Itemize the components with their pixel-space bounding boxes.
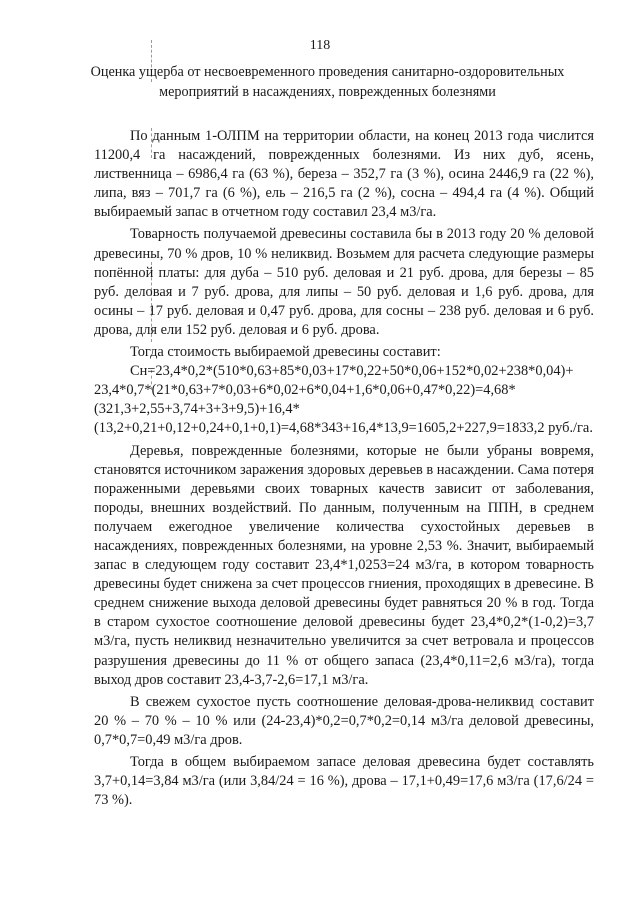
paragraph: Тогда в общем выбираемом запасе деловая древесина будет составлять 3,7+0,14=3,84 м3/га (или 3,84/24 = 16 %), дрова – 17,1+0,49=17,6 м3/га (17,6/24 = 73 %). bbox=[94, 754, 594, 809]
paragraph: Деревья, поврежденные болезнями, которые не были убраны вовремя, становятся источником заражения здоровых деревьев в насаждении. Сама потеря пораженными деревьями своих товарных качеств зависит от заболевания, породы, внешних воздействий. По данным, полученным на ППН, в среднем получаем ежегодное увеличение количества сухостойных деревьев в насаждениях, поврежденных болезнями, на уровне 2,53 %. Значит, выбираемый запас в следующем году составит 23,4*1,0253=24 м3/га, в котором товарность древесины будет снижена за счет процессов гниения, проходящих в древесине. В среднем снижение выхода деловой древесины будет равняться 20 % в год. Тогда в старом сухостое соотношение деловой древесины будет 23,4*0,2*(1-0,2)=3,7 м3/га, пусть неликвид незначительно увеличится за счет ветровала и процессов разрушения древесины до 11 % от общего запаса (23,4*0,11=2,6 м3/га), тогда выход дров составит 23,4-3,7-2,6=17,1 м3/га. bbox=[94, 442, 594, 688]
paragraph: Товарность получаемой древесины составила бы в 2013 году 20 % деловой древесины, 70 % дров, 10 % неликвид. Возьмем для расчета следующие размеры попённой платы: для дуба – 510 руб. деловая и 21 руб. дрова, для березы – 85 руб. деловая и 7 руб. дрова, для липы – 50 руб. деловая и 1,6 руб. дрова, для осины – 17 руб. деловая и 0,47 руб. дрова, для сосны – 238 руб. деловая и 6 руб. дрова, для ели 152 руб. деловая и 6 руб. дрова. bbox=[94, 226, 594, 338]
page-number: 118 bbox=[309, 38, 331, 53]
paragraph: В свежем сухостое пусть соотношение деловая-дрова-неликвид составит 20 % – 70 % – 10 % или (24-23,4)*0,2=0,7*0,2=0,14 м3/га деловой древесины, 0,7*0,7=0,49 м3/га дров. bbox=[94, 693, 594, 748]
body-text bbox=[94, 127, 594, 813]
paragraph: По данным 1-ОЛПМ на территории области, на конец 2013 года числится 11200,4 га насаждений, поврежденных болезнями. Из них дуб, ясень, лиственница – 6986,4 га (63 %), береза – 352,7 га (3 %), осина 2446,9 га (22 %), липа, вяз – 701,7 га (6 %), ель – 216,5 га (2 %), сосна – 494,4 га (4 %). Общий выбираемый запас в отчетном году составил 23,4 м3/га. bbox=[94, 128, 594, 221]
section-title: Оценка ущерба от несвоевременного проведения санитарно-оздоровительных мероприятий в насаждениях, поврежденных болезнями bbox=[90, 64, 565, 100]
formula-paragraph: Сн=23,4*0,2*(510*0,63+85*0,03+17*0,22+50*0,06+152*0,02+238*0,04)+ 23,4*0,7*(21*0,63+7*0,03+6*0,02+6*0,04+1,6*0,06+0,47*0,22)=4,68*(321,3+2,55+3,74+3+3+9,5)+16,4*(13,2+0,21+0,12+0,24+0,1+0,1)=4,68*343+16,4*13,9=1605,2+227,9=1833,2 руб./га. bbox=[94, 363, 593, 437]
paragraph: Тогда стоимость выбираемой древесины составит: bbox=[130, 344, 441, 361]
